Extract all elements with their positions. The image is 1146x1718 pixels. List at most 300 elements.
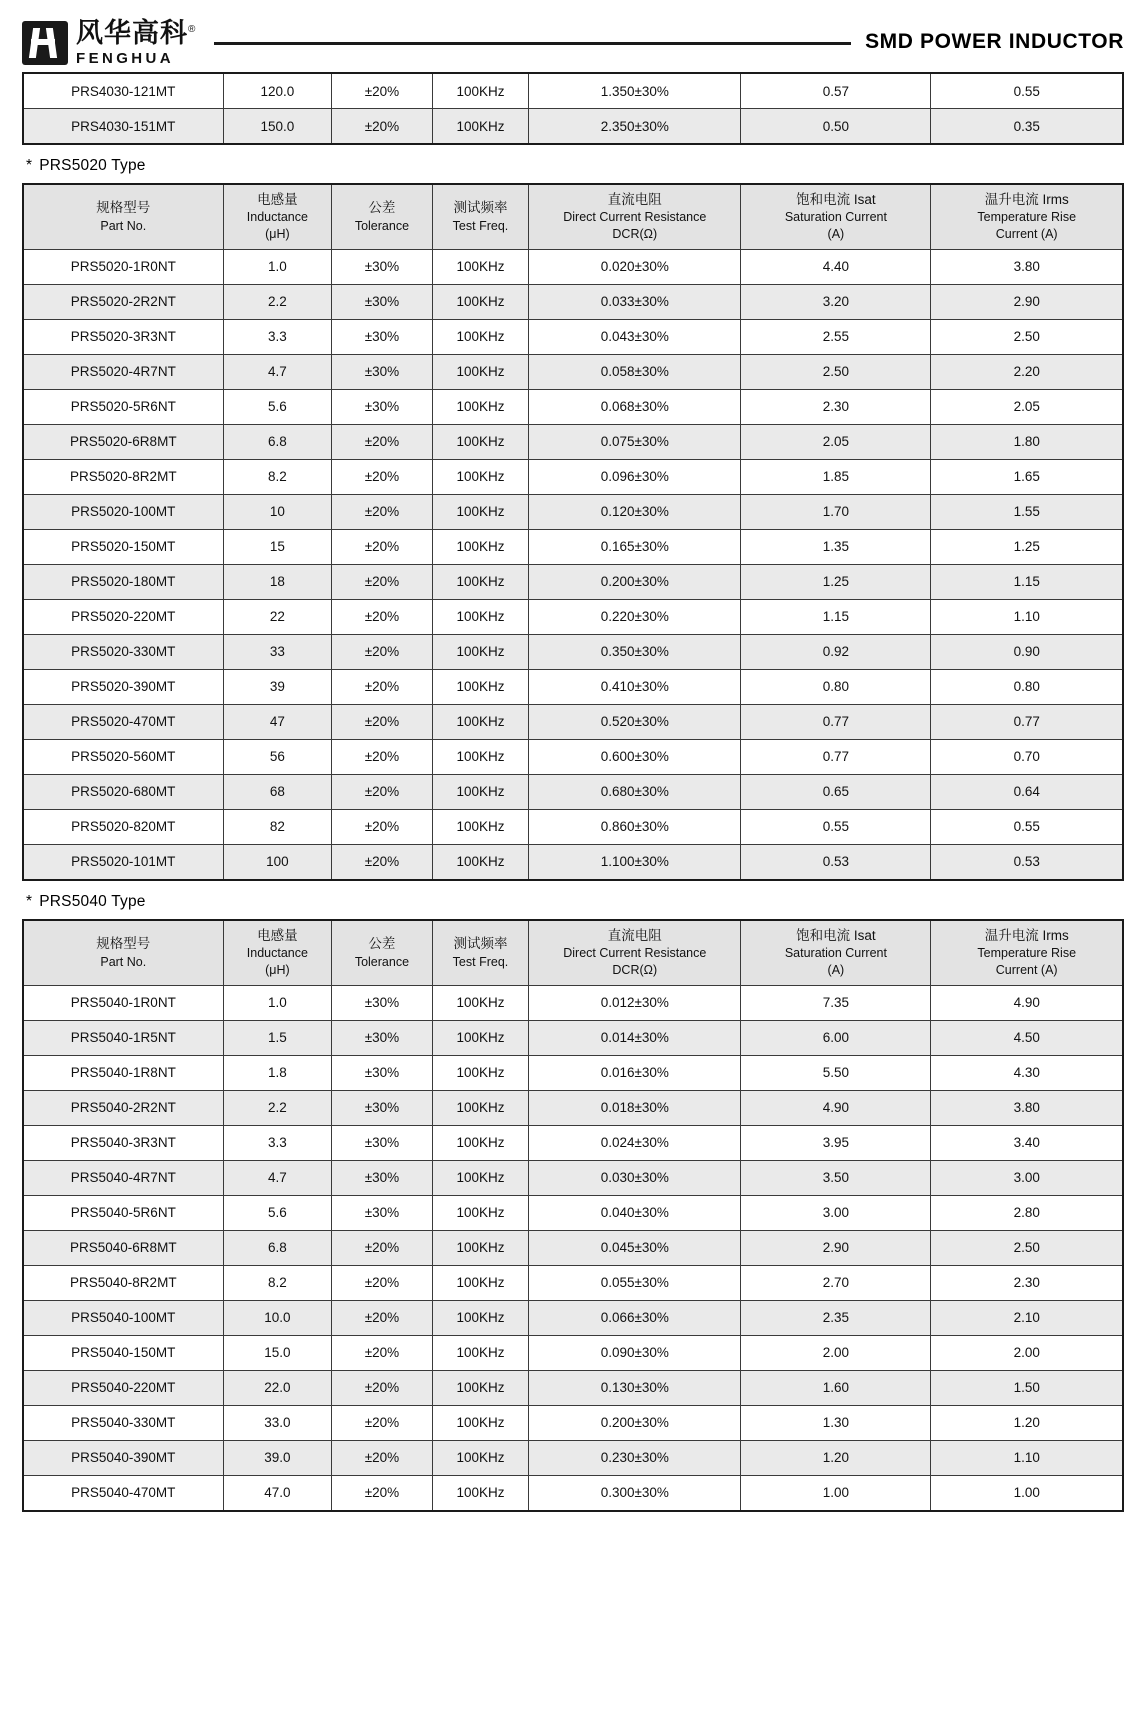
cell-inductance: 47 <box>223 704 332 739</box>
table-row <box>23 73 1123 109</box>
cell-dcr: 0.680±30% <box>529 774 741 809</box>
cell-tolerance: ±30% <box>332 1125 433 1160</box>
cell-part-no: PRS5040-1R5NT <box>23 1020 223 1055</box>
cell-test-freq: 100KHz <box>432 669 529 704</box>
cell-irms: 2.50 <box>931 1230 1123 1265</box>
cell-dcr: 0.096±30% <box>529 459 741 494</box>
table-header-row <box>23 920 1123 985</box>
col-header-inductance-en: Inductance <box>246 946 308 961</box>
cell-irms: 1.10 <box>931 1440 1123 1475</box>
table-row <box>23 1405 1123 1440</box>
col-header-isat <box>741 184 931 249</box>
cell-isat: 2.35 <box>741 1300 931 1335</box>
cell-irms: 3.80 <box>931 1090 1123 1125</box>
cell-isat: 5.50 <box>741 1055 931 1090</box>
cell-part-no: PRS5040-5R6NT <box>23 1195 223 1230</box>
cell-test-freq: 100KHz <box>432 564 529 599</box>
cell-inductance: 33 <box>223 634 332 669</box>
col-header-irms-en: Temperature Rise <box>977 210 1077 225</box>
cell-irms: 0.53 <box>931 844 1123 880</box>
cell-isat: 1.15 <box>741 599 931 634</box>
table-prs5020 <box>22 183 1124 881</box>
cell-test-freq: 100KHz <box>432 1475 529 1511</box>
cell-dcr: 0.300±30% <box>529 1475 741 1511</box>
col-header-irms <box>931 920 1123 985</box>
cell-part-no: PRS5020-820MT <box>23 809 223 844</box>
cell-tolerance: ±20% <box>332 1475 433 1511</box>
cell-isat: 2.90 <box>741 1230 931 1265</box>
col-header-isat-en: Saturation Current <box>784 946 887 961</box>
cell-inductance: 22.0 <box>223 1370 332 1405</box>
cell-isat: 0.92 <box>741 634 931 669</box>
col-header-test-freq <box>432 184 529 249</box>
cell-tolerance: ±20% <box>332 564 433 599</box>
cell-test-freq: 100KHz <box>432 424 529 459</box>
cell-dcr: 0.033±30% <box>529 284 741 319</box>
cell-dcr: 0.090±30% <box>529 1335 741 1370</box>
cell-tolerance: ±20% <box>332 1265 433 1300</box>
cell-inductance: 15.0 <box>223 1335 332 1370</box>
fenghua-logo-icon <box>22 21 68 65</box>
cell-test-freq: 100KHz <box>432 494 529 529</box>
cell-tolerance: ±30% <box>332 389 433 424</box>
cell-part-no: PRS5040-8R2MT <box>23 1265 223 1300</box>
table-header-row <box>23 184 1123 249</box>
cell-inductance: 120.0 <box>223 73 332 109</box>
cell-part-no: PRS5020-150MT <box>23 529 223 564</box>
col-header-dcr-en: Direct Current Resistance <box>563 210 707 225</box>
cell-tolerance: ±20% <box>332 774 433 809</box>
cell-dcr: 0.165±30% <box>529 529 741 564</box>
cell-irms: 4.90 <box>931 985 1123 1020</box>
cell-isat: 3.95 <box>741 1125 931 1160</box>
table-row <box>23 1440 1123 1475</box>
col-header-test-freq-en: Test Freq. <box>452 218 509 233</box>
cell-inductance: 5.6 <box>223 1195 332 1230</box>
table-row <box>23 599 1123 634</box>
cell-isat: 1.70 <box>741 494 931 529</box>
cell-irms: 1.65 <box>931 459 1123 494</box>
cell-isat: 7.35 <box>741 985 931 1020</box>
cell-dcr: 0.075±30% <box>529 424 741 459</box>
col-header-isat-cn: 饱和电流 Isat <box>796 192 876 207</box>
cell-dcr: 0.120±30% <box>529 494 741 529</box>
cell-tolerance: ±20% <box>332 529 433 564</box>
table-prs5040-wrap <box>0 919 1146 1512</box>
table-row <box>23 459 1123 494</box>
section-title-prs5040 <box>0 881 1146 919</box>
cell-dcr: 0.024±30% <box>529 1125 741 1160</box>
cell-tolerance: ±20% <box>332 704 433 739</box>
cell-irms: 2.20 <box>931 354 1123 389</box>
cell-inductance: 10.0 <box>223 1300 332 1335</box>
cell-tolerance: ±20% <box>332 1230 433 1265</box>
table-row <box>23 1125 1123 1160</box>
cell-irms: 2.90 <box>931 284 1123 319</box>
cell-dcr: 0.012±30% <box>529 985 741 1020</box>
cell-dcr: 0.130±30% <box>529 1370 741 1405</box>
cell-irms: 0.80 <box>931 669 1123 704</box>
cell-inductance: 6.8 <box>223 424 332 459</box>
cell-irms: 1.80 <box>931 424 1123 459</box>
table-row <box>23 1195 1123 1230</box>
cell-part-no: PRS5020-560MT <box>23 739 223 774</box>
col-header-inductance-cn: 电感量 <box>257 927 298 943</box>
cell-part-no: PRS5020-390MT <box>23 669 223 704</box>
cell-test-freq: 100KHz <box>432 774 529 809</box>
cell-inductance: 82 <box>223 809 332 844</box>
cell-test-freq: 100KHz <box>432 599 529 634</box>
col-header-irms-unit: Current (A) <box>995 963 1058 978</box>
cell-dcr: 0.014±30% <box>529 1020 741 1055</box>
cell-isat: 1.85 <box>741 459 931 494</box>
cell-test-freq: 100KHz <box>432 1300 529 1335</box>
cell-tolerance: ±20% <box>332 1440 433 1475</box>
col-header-test-freq <box>432 920 529 985</box>
cell-isat: 4.40 <box>741 249 931 284</box>
col-header-inductance <box>223 184 332 249</box>
cell-dcr: 0.040±30% <box>529 1195 741 1230</box>
cell-irms: 0.70 <box>931 739 1123 774</box>
cell-test-freq: 100KHz <box>432 809 529 844</box>
cell-inductance: 3.3 <box>223 1125 332 1160</box>
cell-irms: 3.00 <box>931 1160 1123 1195</box>
logo-english-label: FENGHUA <box>76 50 174 67</box>
cell-dcr: 0.020±30% <box>529 249 741 284</box>
cell-dcr: 0.410±30% <box>529 669 741 704</box>
col-header-test-freq-cn: 测试频率 <box>453 200 508 216</box>
table-row <box>23 634 1123 669</box>
cell-part-no: PRS5040-4R7NT <box>23 1160 223 1195</box>
col-header-tolerance <box>332 184 433 249</box>
cell-part-no: PRS5020-101MT <box>23 844 223 880</box>
cell-isat: 1.20 <box>741 1440 931 1475</box>
cell-test-freq: 100KHz <box>432 1195 529 1230</box>
table-row <box>23 739 1123 774</box>
cell-tolerance: ±30% <box>332 249 433 284</box>
cell-part-no: PRS5020-4R7NT <box>23 354 223 389</box>
col-header-test-freq-en: Test Freq. <box>452 954 509 969</box>
cell-tolerance: ±30% <box>332 1160 433 1195</box>
cell-dcr: 0.018±30% <box>529 1090 741 1125</box>
table-row <box>23 1090 1123 1125</box>
cell-irms: 0.90 <box>931 634 1123 669</box>
bullet-star-icon: * <box>26 892 33 910</box>
cell-dcr: 0.860±30% <box>529 809 741 844</box>
logo-chinese-label: 风华高科 <box>76 18 188 48</box>
table-prs5040 <box>22 919 1124 1512</box>
cell-tolerance: ±20% <box>332 424 433 459</box>
table-row <box>23 564 1123 599</box>
cell-dcr: 1.350±30% <box>529 73 741 109</box>
cell-irms: 1.50 <box>931 1370 1123 1405</box>
cell-test-freq: 100KHz <box>432 739 529 774</box>
cell-dcr: 0.043±30% <box>529 319 741 354</box>
cell-inductance: 10 <box>223 494 332 529</box>
cell-irms: 0.55 <box>931 73 1123 109</box>
cell-irms: 3.40 <box>931 1125 1123 1160</box>
cell-irms: 1.55 <box>931 494 1123 529</box>
cell-tolerance: ±30% <box>332 985 433 1020</box>
cell-dcr: 0.200±30% <box>529 564 741 599</box>
cell-inductance: 39 <box>223 669 332 704</box>
col-header-tolerance-en: Tolerance <box>354 218 410 233</box>
header-divider <box>214 42 851 45</box>
cell-tolerance: ±20% <box>332 1370 433 1405</box>
cell-inductance: 33.0 <box>223 1405 332 1440</box>
cell-test-freq: 100KHz <box>432 1125 529 1160</box>
cell-isat: 6.00 <box>741 1020 931 1055</box>
col-header-dcr-cn: 直流电阻 <box>607 192 662 207</box>
cell-inductance: 18 <box>223 564 332 599</box>
cell-isat: 0.80 <box>741 669 931 704</box>
logo-text <box>76 20 196 66</box>
col-header-tolerance-cn: 公差 <box>368 936 396 952</box>
col-header-part-no <box>23 184 223 249</box>
cell-part-no: PRS5020-3R3NT <box>23 319 223 354</box>
cell-part-no: PRS4030-121MT <box>23 73 223 109</box>
cell-irms: 0.35 <box>931 109 1123 145</box>
table-row <box>23 844 1123 880</box>
cell-part-no: PRS5040-390MT <box>23 1440 223 1475</box>
cell-isat: 0.50 <box>741 109 931 145</box>
cell-irms: 2.30 <box>931 1265 1123 1300</box>
table-row <box>23 354 1123 389</box>
cell-inductance: 5.6 <box>223 389 332 424</box>
cell-inductance: 47.0 <box>223 1475 332 1511</box>
table-row <box>23 809 1123 844</box>
cell-dcr: 0.016±30% <box>529 1055 741 1090</box>
cell-inductance: 8.2 <box>223 1265 332 1300</box>
cell-part-no: PRS5040-1R8NT <box>23 1055 223 1090</box>
cell-isat: 0.53 <box>741 844 931 880</box>
cell-tolerance: ±20% <box>332 1300 433 1335</box>
col-header-irms-cn: 温升电流 Irms <box>984 192 1069 207</box>
cell-irms: 2.10 <box>931 1300 1123 1335</box>
cell-inductance: 4.7 <box>223 354 332 389</box>
cell-part-no: PRS5040-2R2NT <box>23 1090 223 1125</box>
cell-tolerance: ±20% <box>332 109 433 145</box>
col-header-isat-unit: (A) <box>827 963 845 978</box>
cell-inductance: 150.0 <box>223 109 332 145</box>
col-header-tolerance-en: Tolerance <box>354 954 410 969</box>
cell-test-freq: 100KHz <box>432 109 529 145</box>
cell-test-freq: 100KHz <box>432 1160 529 1195</box>
table-prs5020-wrap <box>0 183 1146 881</box>
cell-part-no: PRS5020-1R0NT <box>23 249 223 284</box>
cell-tolerance: ±30% <box>332 284 433 319</box>
col-header-irms-en: Temperature Rise <box>977 946 1077 961</box>
cell-dcr: 0.058±30% <box>529 354 741 389</box>
cell-dcr: 0.030±30% <box>529 1160 741 1195</box>
cell-test-freq: 100KHz <box>432 1020 529 1055</box>
cell-test-freq: 100KHz <box>432 844 529 880</box>
col-header-dcr-cn: 直流电阻 <box>607 927 662 943</box>
cell-tolerance: ±30% <box>332 1090 433 1125</box>
cell-dcr: 0.350±30% <box>529 634 741 669</box>
cell-isat: 0.65 <box>741 774 931 809</box>
col-header-dcr <box>529 184 741 249</box>
cell-test-freq: 100KHz <box>432 1230 529 1265</box>
cell-test-freq: 100KHz <box>432 1055 529 1090</box>
cell-test-freq: 100KHz <box>432 529 529 564</box>
col-header-tolerance-cn: 公差 <box>368 200 396 216</box>
table-row <box>23 319 1123 354</box>
table-row <box>23 1020 1123 1055</box>
table-row <box>23 774 1123 809</box>
cell-test-freq: 100KHz <box>432 1405 529 1440</box>
cell-irms: 4.30 <box>931 1055 1123 1090</box>
cell-tolerance: ±20% <box>332 599 433 634</box>
col-header-inductance-unit: (μH) <box>265 963 290 978</box>
col-header-tolerance <box>332 920 433 985</box>
cell-irms: 0.77 <box>931 704 1123 739</box>
cell-irms: 0.64 <box>931 774 1123 809</box>
cell-isat: 2.50 <box>741 354 931 389</box>
table-row <box>23 284 1123 319</box>
cell-dcr: 0.600±30% <box>529 739 741 774</box>
table-row <box>23 424 1123 459</box>
table-row <box>23 1300 1123 1335</box>
cell-tolerance: ±20% <box>332 1405 433 1440</box>
cell-isat: 0.55 <box>741 809 931 844</box>
cell-tolerance: ±20% <box>332 739 433 774</box>
cell-irms: 1.10 <box>931 599 1123 634</box>
cell-irms: 0.55 <box>931 809 1123 844</box>
cell-inductance: 56 <box>223 739 332 774</box>
cell-test-freq: 100KHz <box>432 1090 529 1125</box>
cell-part-no: PRS5040-470MT <box>23 1475 223 1511</box>
cell-tolerance: ±30% <box>332 1020 433 1055</box>
cell-part-no: PRS5020-470MT <box>23 704 223 739</box>
cell-part-no: PRS5040-100MT <box>23 1300 223 1335</box>
col-header-inductance-unit: (μH) <box>265 227 290 242</box>
table-row <box>23 1230 1123 1265</box>
cell-tolerance: ±20% <box>332 809 433 844</box>
cell-isat: 4.90 <box>741 1090 931 1125</box>
cell-inductance: 1.0 <box>223 249 332 284</box>
col-header-inductance-en: Inductance <box>246 210 308 225</box>
registered-trademark-icon: ® <box>188 24 197 35</box>
col-header-dcr-en: Direct Current Resistance <box>563 946 707 961</box>
table-row <box>23 1160 1123 1195</box>
cell-test-freq: 100KHz <box>432 249 529 284</box>
cell-irms: 1.15 <box>931 564 1123 599</box>
cell-part-no: PRS5020-5R6NT <box>23 389 223 424</box>
cell-test-freq: 100KHz <box>432 389 529 424</box>
cell-isat: 3.20 <box>741 284 931 319</box>
col-header-inductance-cn: 电感量 <box>257 192 298 207</box>
cell-tolerance: ±20% <box>332 669 433 704</box>
cell-part-no: PRS5040-150MT <box>23 1335 223 1370</box>
cell-part-no: PRS5020-8R2MT <box>23 459 223 494</box>
cell-tolerance: ±20% <box>332 1335 433 1370</box>
cell-inductance: 22 <box>223 599 332 634</box>
table-row <box>23 389 1123 424</box>
col-header-dcr-unit: DCR(Ω) <box>612 963 658 978</box>
col-header-irms-unit: Current (A) <box>995 227 1058 242</box>
table-body-prs5020 <box>23 249 1123 880</box>
cell-part-no: PRS5040-3R3NT <box>23 1125 223 1160</box>
cell-tolerance: ±20% <box>332 634 433 669</box>
cell-dcr: 0.520±30% <box>529 704 741 739</box>
table-row <box>23 109 1123 145</box>
cell-inductance: 1.5 <box>223 1020 332 1055</box>
col-header-part-no-en: Part No. <box>100 218 147 233</box>
cell-isat: 1.30 <box>741 1405 931 1440</box>
cell-tolerance: ±20% <box>332 844 433 880</box>
col-header-isat-cn: 饱和电流 Isat <box>796 927 876 943</box>
cell-dcr: 0.045±30% <box>529 1230 741 1265</box>
col-header-test-freq-cn: 测试频率 <box>453 936 508 952</box>
cell-dcr: 0.230±30% <box>529 1440 741 1475</box>
cell-part-no: PRS5020-330MT <box>23 634 223 669</box>
cell-part-no: PRS4030-151MT <box>23 109 223 145</box>
cell-irms: 2.50 <box>931 319 1123 354</box>
cell-tolerance: ±30% <box>332 1195 433 1230</box>
page-title: SMD POWER INDUCTOR <box>865 30 1124 53</box>
cell-inductance: 2.2 <box>223 284 332 319</box>
cell-isat: 1.60 <box>741 1370 931 1405</box>
cell-inductance: 68 <box>223 774 332 809</box>
logo-chinese-name <box>76 20 196 47</box>
cell-tolerance: ±30% <box>332 319 433 354</box>
table-row <box>23 1265 1123 1300</box>
cell-dcr: 0.066±30% <box>529 1300 741 1335</box>
cell-inductance: 39.0 <box>223 1440 332 1475</box>
cell-inductance: 100 <box>223 844 332 880</box>
cell-irms: 3.80 <box>931 249 1123 284</box>
cell-isat: 0.77 <box>741 704 931 739</box>
cell-isat: 2.70 <box>741 1265 931 1300</box>
cell-isat: 2.05 <box>741 424 931 459</box>
cell-tolerance: ±20% <box>332 494 433 529</box>
col-header-irms <box>931 184 1123 249</box>
cell-irms: 2.00 <box>931 1335 1123 1370</box>
col-header-part-no-cn: 规格型号 <box>96 200 151 216</box>
cell-test-freq: 100KHz <box>432 354 529 389</box>
cell-test-freq: 100KHz <box>432 634 529 669</box>
cell-irms: 4.50 <box>931 1020 1123 1055</box>
col-header-isat-en: Saturation Current <box>784 210 887 225</box>
cell-isat: 2.30 <box>741 389 931 424</box>
cell-part-no: PRS5020-100MT <box>23 494 223 529</box>
col-header-isat-unit: (A) <box>827 227 845 242</box>
col-header-dcr-unit: DCR(Ω) <box>612 227 658 242</box>
cell-inductance: 2.2 <box>223 1090 332 1125</box>
cell-test-freq: 100KHz <box>432 1440 529 1475</box>
cell-isat: 3.50 <box>741 1160 931 1195</box>
cell-inductance: 1.0 <box>223 985 332 1020</box>
cell-isat: 1.35 <box>741 529 931 564</box>
cell-isat: 0.57 <box>741 73 931 109</box>
cell-inductance: 15 <box>223 529 332 564</box>
cell-irms: 1.00 <box>931 1475 1123 1511</box>
cell-dcr: 0.055±30% <box>529 1265 741 1300</box>
table-row <box>23 669 1123 704</box>
cell-part-no: PRS5020-6R8MT <box>23 424 223 459</box>
table-row <box>23 529 1123 564</box>
cell-part-no: PRS5020-180MT <box>23 564 223 599</box>
col-header-inductance <box>223 920 332 985</box>
cell-test-freq: 100KHz <box>432 319 529 354</box>
col-header-irms-cn: 温升电流 Irms <box>984 927 1069 943</box>
page-header <box>0 0 1146 72</box>
cell-irms: 2.80 <box>931 1195 1123 1230</box>
cell-inductance: 4.7 <box>223 1160 332 1195</box>
cell-part-no: PRS5020-680MT <box>23 774 223 809</box>
cell-tolerance: ±20% <box>332 73 433 109</box>
